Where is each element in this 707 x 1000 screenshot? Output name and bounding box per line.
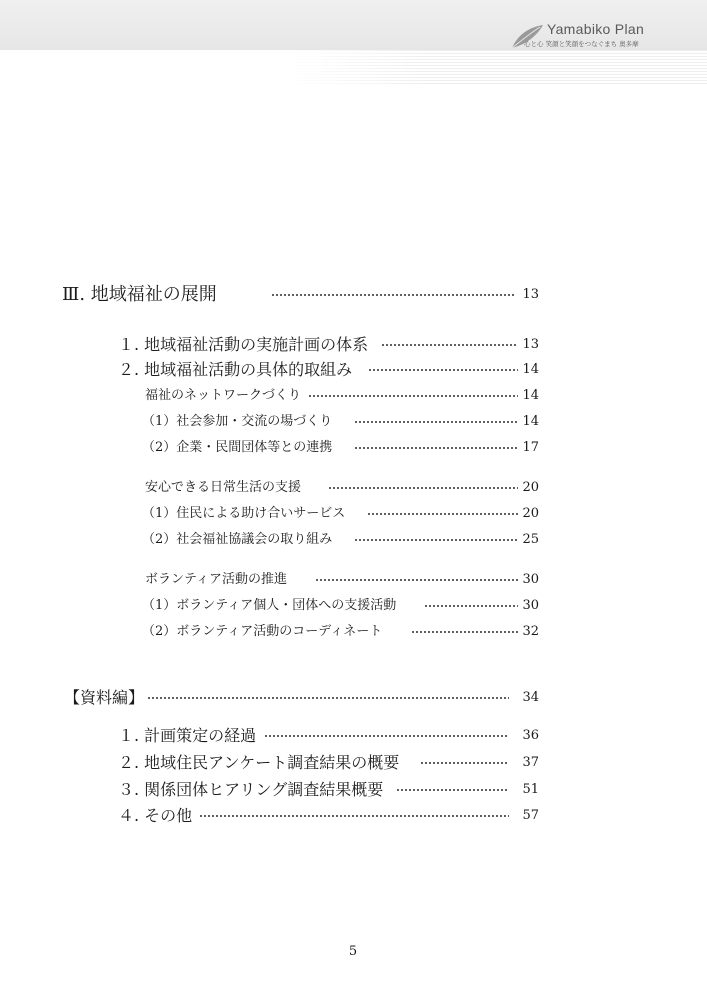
toc-appendix-heading[interactable] xyxy=(0,686,707,710)
toc-label: 福祉のネットワークづくり xyxy=(145,388,302,403)
toc-label: （2）企業・民間団体等との連携 xyxy=(142,440,333,455)
toc-item[interactable] xyxy=(0,594,707,618)
toc-item[interactable] xyxy=(0,384,707,408)
toc-leader xyxy=(367,511,518,517)
toc-label: ２. 地域住民アンケート調査結果の概要 xyxy=(118,753,400,772)
toc-page: 17 xyxy=(522,440,539,455)
toc-label: 【資料編】 xyxy=(64,688,145,707)
toc-item[interactable] xyxy=(0,778,707,802)
toc-page: 36 xyxy=(522,728,539,743)
toc-leader xyxy=(381,342,518,348)
toc-item[interactable] xyxy=(0,476,707,500)
toc-item[interactable] xyxy=(0,502,707,526)
toc-leader xyxy=(315,577,518,583)
toc-page: 13 xyxy=(522,337,539,352)
toc-label: Ⅲ. 地域福祉の展開 xyxy=(62,284,217,305)
toc-item[interactable] xyxy=(0,358,707,382)
toc-label: （1）住民による助け合いサービス xyxy=(142,506,346,521)
toc-item[interactable] xyxy=(0,568,707,592)
toc-item[interactable] xyxy=(0,751,707,775)
toc-page: 51 xyxy=(522,782,539,797)
page-number: 5 xyxy=(348,944,358,959)
toc-leader xyxy=(420,760,509,766)
toc-label: （1）ボランティア個人・団体への支援活動 xyxy=(142,598,397,613)
toc-page: 57 xyxy=(522,808,539,823)
toc-leader xyxy=(396,787,509,793)
toc-page: 20 xyxy=(522,506,539,521)
toc-label: （1）社会参加・交流の場づくり xyxy=(142,414,333,429)
toc-leader xyxy=(271,292,514,298)
toc-leader xyxy=(354,419,518,425)
toc-item[interactable] xyxy=(0,410,707,434)
toc-leader xyxy=(264,733,509,739)
brand-tagline: 心と心 笑顔と笑顔をつなぐまち 奥多摩 xyxy=(524,40,639,48)
toc-page: 34 xyxy=(522,690,539,705)
toc-label: ボランティア活動の推進 xyxy=(145,572,287,587)
toc-item[interactable] xyxy=(0,333,707,357)
toc-label: ４. その他 xyxy=(118,806,193,825)
toc-label: （2）ボランティア活動のコーディネート xyxy=(142,624,383,639)
toc-item[interactable] xyxy=(0,436,707,460)
toc-page: 20 xyxy=(522,480,539,495)
toc-page: 30 xyxy=(522,572,539,587)
toc-label: １. 計画策定の経過 xyxy=(118,726,257,745)
toc-label: （2）社会福祉協議会の取り組み xyxy=(142,532,333,547)
toc-leader xyxy=(354,537,518,543)
toc-item[interactable] xyxy=(0,528,707,552)
toc-leader xyxy=(328,485,518,491)
toc-section-heading[interactable] xyxy=(0,283,707,307)
toc-page: 32 xyxy=(522,624,539,639)
toc-item[interactable] xyxy=(0,724,707,748)
toc-page: 25 xyxy=(522,532,539,547)
toc-page: 14 xyxy=(522,414,539,429)
toc-label: ３. 関係団体ヒアリング調査結果概要 xyxy=(118,780,384,799)
toc-page: 37 xyxy=(522,755,539,770)
toc-leader xyxy=(199,813,509,819)
toc-item[interactable] xyxy=(0,620,707,644)
toc-page: 13 xyxy=(522,287,539,302)
toc-leader xyxy=(354,445,518,451)
header-decoration xyxy=(285,50,707,84)
toc-page: 14 xyxy=(522,362,539,377)
brand-title: Yamabiko Plan xyxy=(547,21,645,37)
toc-item[interactable] xyxy=(0,804,707,828)
toc-leader xyxy=(368,367,518,373)
toc-leader xyxy=(147,695,509,701)
toc-label: 安心できる日常生活の支援 xyxy=(145,480,302,495)
toc-page: 30 xyxy=(522,598,539,613)
toc-page: 14 xyxy=(522,388,539,403)
toc-leader xyxy=(308,393,518,399)
toc-label: １. 地域福祉活動の実施計画の体系 xyxy=(118,335,369,354)
toc-label: ２. 地域福祉活動の具体的取組み xyxy=(118,360,353,379)
